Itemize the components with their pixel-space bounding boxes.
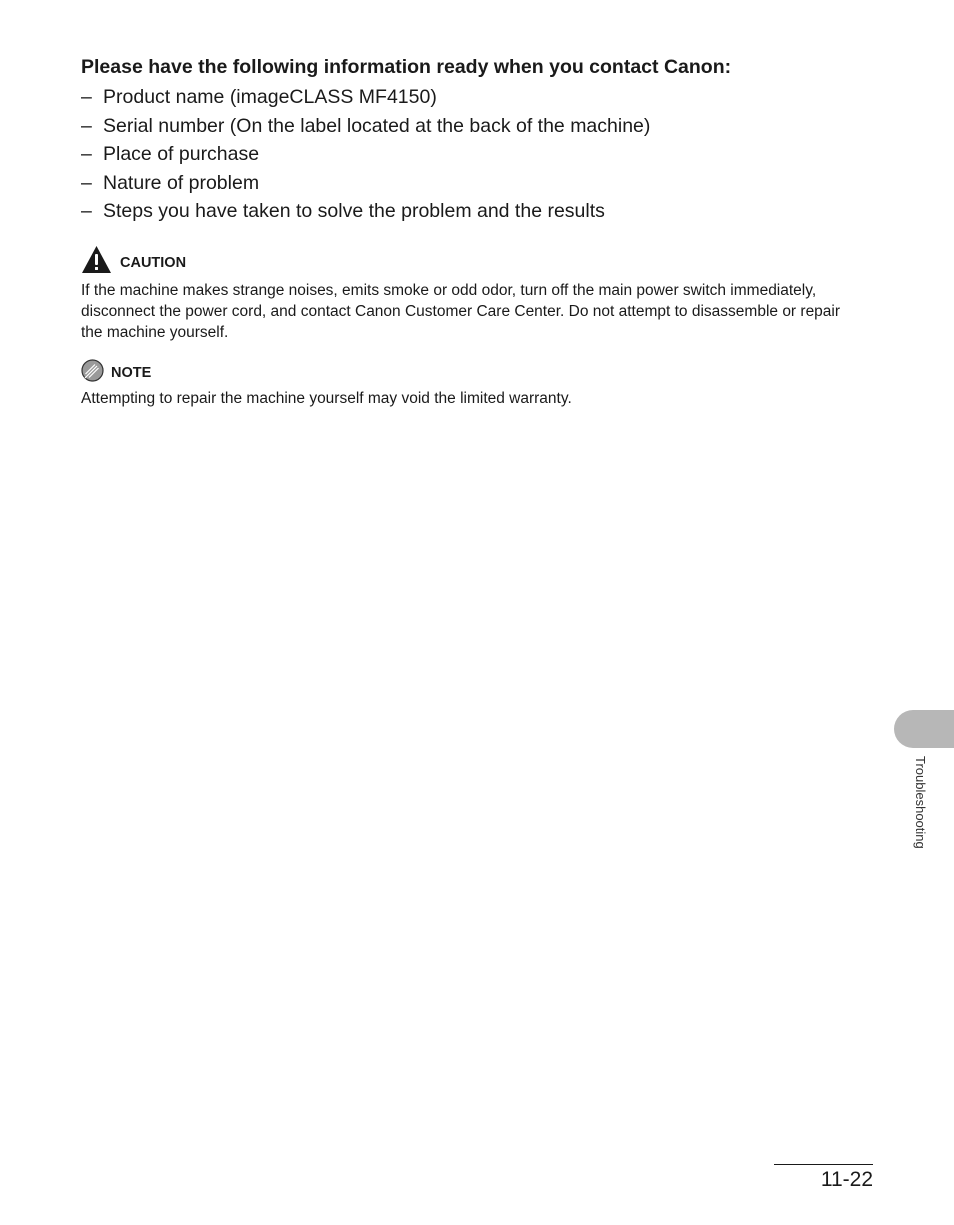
list-item: [81, 112, 650, 141]
pencil-icon: [81, 359, 104, 387]
list-item-text: Serial number (On the label located at the back of the machine): [103, 114, 651, 137]
list-item-text: Place of purchase: [103, 143, 260, 165]
list-item: [81, 140, 650, 169]
list-dash: –: [81, 86, 92, 108]
contact-info-list: [81, 83, 650, 226]
list-dash: –: [81, 171, 92, 194]
note-text: Attempting to repair the machine yourself may void the limited warranty.: [81, 390, 572, 407]
caution-header: [81, 244, 186, 274]
list-dash: –: [81, 200, 92, 222]
list-item: [81, 169, 650, 198]
page-number: 11-22: [820, 1168, 873, 1191]
list-dash: –: [81, 143, 92, 165]
caution-label: CAUTION: [120, 255, 187, 271]
note-label: NOTE: [111, 365, 152, 381]
list-dash: –: [81, 114, 92, 137]
section-tab: [894, 710, 954, 748]
contact-info-heading: Please have the following information ready when you contact Canon:: [81, 56, 732, 78]
note-header: [81, 361, 151, 385]
list-item-text: Steps you have taken to solve the problem and the results: [103, 200, 605, 222]
warning-triangle-icon: [81, 245, 112, 274]
list-item-text: Nature of problem: [103, 171, 260, 194]
list-item-text: Product name (imageCLASS MF4150): [103, 86, 437, 108]
footer-rule: [774, 1164, 873, 1165]
list-item: [81, 83, 650, 112]
caution-text: If the machine makes strange noises, emits smoke or odd odor, turn off the main power switch immediately, disconnect the power cord, and contact Canon Customer Care Center. Do not attempt to disassemble or repair the machine yourself.: [81, 282, 841, 341]
section-label: Troubleshooting: [913, 756, 928, 849]
list-item: [81, 197, 650, 226]
